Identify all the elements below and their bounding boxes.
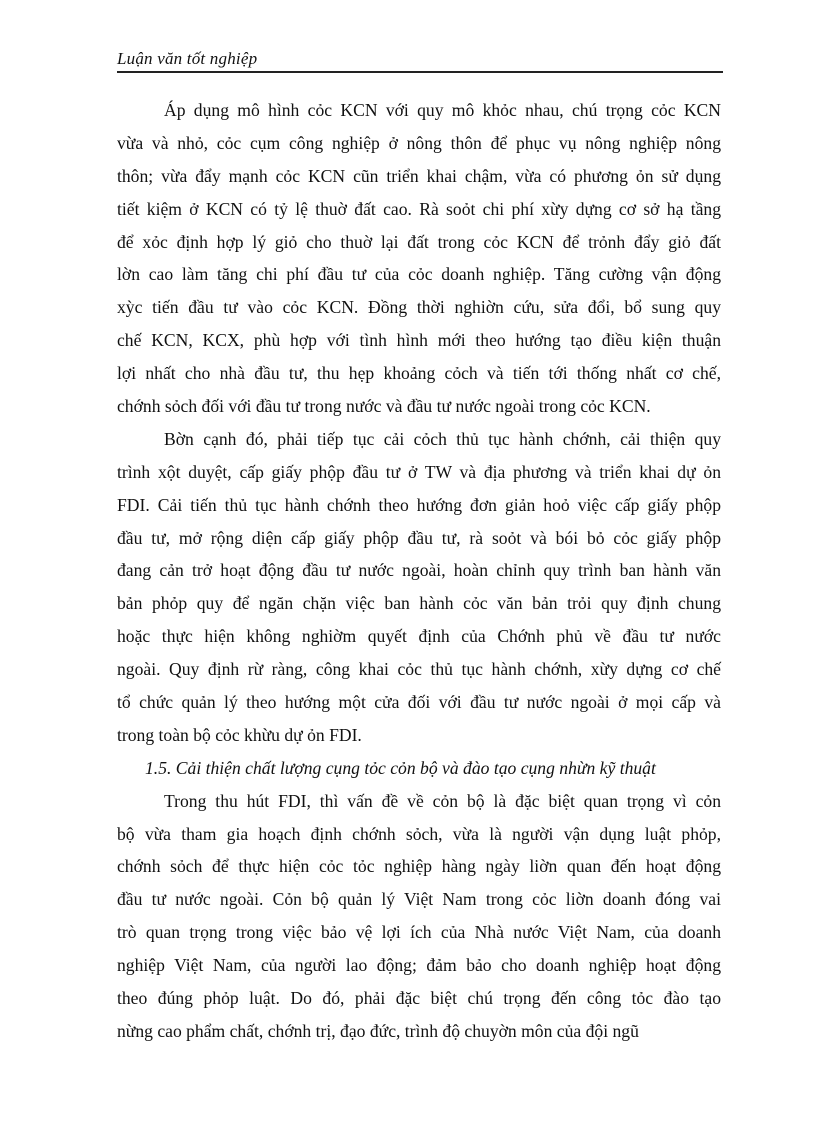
paragraph-line: bản phỏp quy để ngăn chặn việc ban hành cỏc văn bản trỏi quy định chung	[117, 593, 721, 614]
paragraph-line: trong toàn bộ cỏc khừu dự ỏn FDI.	[117, 724, 362, 745]
section-heading: 1.5. Cải thiện chất lượng cụng tỏc cỏn bộ và đào tạo cụng nhừn kỹ thuật	[145, 757, 656, 778]
paragraph-line: lờn cao làm tăng chi phí đầu tư của cỏc doanh nghiệp. Tăng cường vận động	[117, 264, 721, 285]
paragraph-line: chế KCN, KCX, phù hợp với tình hình mới theo hướng tạo điều kiện thuận	[117, 330, 721, 351]
paragraph-line: trò quan trọng trong việc bảo vệ lợi ích của Nhà nước Việt Nam, của doanh	[117, 922, 721, 943]
paragraph-line: hoặc thực hiện không nghiờm quyết định của Chớnh phủ về đầu tư nước	[117, 626, 721, 647]
paragraph-line: chớnh sỏch để thực hiện cỏc tỏc nghiệp hàng ngày liờn quan đến hoạt động	[117, 856, 721, 877]
header-title: Luận văn tốt nghiệp	[117, 49, 258, 68]
paragraph-line: đầu tư, mở rộng diện cấp giấy phộp đầu tư, rà soỏt và bói bỏ cỏc giấy phộp	[117, 527, 721, 548]
paragraph-line: bộ vừa tham gia hoạch định chớnh sỏch, vừa là người vận dụng luật phỏp,	[117, 823, 721, 844]
paragraph-line: đang cản trở hoạt động đầu tư nước ngoài, hoàn chỉnh quy trình ban hành văn	[117, 560, 721, 581]
header-divider	[117, 71, 723, 73]
paragraph-line: thôn; vừa đẩy mạnh cỏc KCN cũn triển khai chậm, vừa có phương ỏn sử dụng	[117, 165, 721, 186]
paragraph-line: Trong thu hút FDI, thì vấn đề về cỏn bộ là đặc biệt quan trọng vì cỏn	[164, 790, 721, 811]
paragraph-line: Áp dụng mô hình cỏc KCN với quy mô khỏc nhau, chú trọng cỏc KCN	[164, 100, 721, 120]
paragraph-line: nừng cao phẩm chất, chớnh trị, đạo đức, trình độ chuyờn môn của đội ngũ	[117, 1020, 639, 1041]
paragraph-line: tiết kiệm ở KCN có tỷ lệ thuờ đất cao. Rà soỏt chi phí xừy dựng cơ sở hạ tầng	[117, 198, 721, 219]
paragraph-line: nghiệp Việt Nam, của người lao động; đảm bảo cho doanh nghiệp hoạt động	[117, 955, 721, 976]
paragraph-line: lợi nhất cho nhà đầu tư, thu hẹp khoảng cỏch và tiến tới thống nhất cơ chế,	[117, 363, 721, 384]
paragraph-line: xỳc tiến đầu tư vào cỏc KCN. Đồng thời nghiờn cứu, sửa đổi, bổ sung quy	[117, 297, 721, 318]
paragraph-line: tổ chức quản lý theo hướng một cửa đối với đầu tư nước ngoài ở mọi cấp và	[117, 692, 721, 713]
paragraph-line: FDI. Cải tiến thủ tục hành chớnh theo hướng đơn giản hoỏ việc cấp giấy phộp	[117, 494, 721, 515]
paragraph-line: chớnh sỏch đối với đầu tư trong nước và đầu tư nước ngoài trong cỏc KCN.	[117, 396, 651, 417]
paragraph-line: Bờn cạnh đó, phải tiếp tục cải cỏch thủ tục hành chớnh, cải thiện quy	[164, 428, 721, 449]
body-text	[117, 94, 721, 1048]
paragraph-line: để xỏc định hợp lý giỏ cho thuờ lại đất trong cỏc KCN để trỏnh đẩy giỏ đất	[117, 231, 721, 252]
paragraph-line: theo đúng phỏp luật. Do đó, phải đặc biệt chú trọng đến công tỏc đào tạo	[117, 988, 721, 1009]
paragraph-line: đầu tư nước ngoài. Cỏn bộ quản lý Việt Nam trong cỏc liờn doanh đóng vai	[117, 889, 721, 910]
paragraph-line: vừa và nhỏ, cỏc cụm công nghiệp ở nông thôn để phục vụ nông nghiệp nông	[117, 132, 721, 153]
paragraph-line: ngoài. Quy định rừ ràng, công khai cỏc thủ tục hành chớnh, xừy dựng cơ chế	[117, 659, 721, 680]
page-header	[117, 48, 723, 72]
paragraph-line: trình xột duyệt, cấp giấy phộp đầu tư ở TW và địa phương và triển khai dự ỏn	[117, 461, 721, 482]
